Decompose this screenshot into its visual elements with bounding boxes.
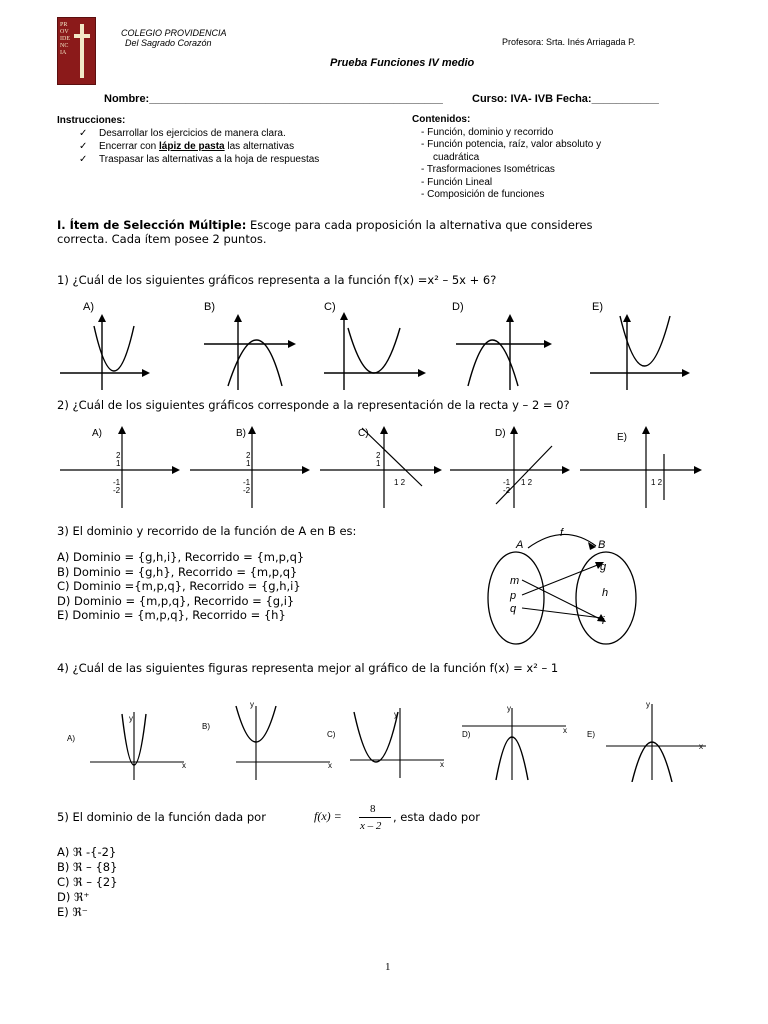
- q3-option-d[interactable]: D) Dominio = {m,p,q}, Recorrido = {g,i}: [57, 593, 295, 608]
- axis-x-label: x: [699, 742, 703, 751]
- tick-label: 1 2: [394, 478, 406, 487]
- q2-option-c[interactable]: C): [358, 428, 369, 439]
- tick-label: 2: [116, 451, 121, 460]
- q2-option-d[interactable]: D): [495, 428, 506, 439]
- school-subtitle: Del Sagrado Corazón: [125, 38, 212, 48]
- tick-label: 1 2: [651, 478, 663, 487]
- contents-item: - Composición de funciones: [421, 189, 545, 200]
- instruction-item: ✓ Desarrollar los ejercicios de manera clara.: [79, 128, 286, 139]
- axis-y-label: y: [646, 700, 650, 709]
- tick-label: -2: [503, 486, 511, 495]
- q4-option-c[interactable]: C): [327, 730, 336, 739]
- teacher-name: Profesora: Srta. Inés Arriagada P.: [502, 37, 636, 47]
- tick-label: 1 2: [521, 478, 533, 487]
- test-title: Prueba Funciones IV medio: [330, 57, 475, 69]
- elem-p: p: [510, 590, 517, 602]
- question-1: 1) ¿Cuál de los siguientes gráficos representa a la función f(x) =x² – 5x + 6?: [57, 273, 497, 287]
- elem-g: g: [600, 561, 607, 573]
- q3-option-c[interactable]: C) Dominio ={m,p,q}, Recorrido = {g,h,i}: [57, 579, 301, 593]
- q1-option-d[interactable]: D): [452, 301, 464, 313]
- fraction-denominator: x – 2: [360, 820, 382, 832]
- fraction-numerator: 8: [370, 803, 376, 815]
- elem-m: m: [510, 575, 520, 587]
- tick-label: -2: [113, 486, 121, 495]
- q4-graphs: [60, 700, 714, 782]
- page-number: 1: [385, 961, 391, 973]
- checkmark-icon: ✓: [79, 154, 88, 165]
- axis-x-label: x: [328, 761, 332, 770]
- q4-option-a[interactable]: A): [67, 734, 75, 743]
- contents-title: Contenidos:: [412, 114, 471, 125]
- q1-option-e[interactable]: E): [592, 301, 603, 313]
- question-5: 5) El dominio de la función dada por f(x) = 8 x – 2 , esta dado por: [57, 803, 480, 832]
- q4-option-b[interactable]: B): [202, 722, 210, 731]
- section-heading: I. Ítem de Selección Múltiple:: [57, 218, 247, 232]
- checkmark-icon: ✓: [79, 141, 88, 152]
- set-b-label: B: [598, 539, 606, 551]
- function-label: f: [560, 528, 564, 539]
- q3-options: [57, 550, 304, 623]
- tick-label: 1: [376, 459, 381, 468]
- function-expression: f(x) =: [314, 809, 342, 823]
- name-field: Nombre:________________________________________________: [104, 93, 443, 105]
- tick-label: 2: [246, 451, 251, 460]
- logo-text: PROVIDENCIA: [60, 22, 70, 56]
- q3-arrow-diagram: [486, 528, 642, 648]
- q5-option-a[interactable]: A) ℜ -{-2}: [57, 845, 117, 859]
- school-name: COLEGIO PROVIDENCIA: [121, 28, 227, 38]
- q5-option-c[interactable]: C) ℜ – {2}: [57, 875, 118, 889]
- q3-option-b[interactable]: B) Dominio = {g,h}, Recorrido = {m,p,q}: [57, 564, 298, 579]
- axis-y-label: y: [250, 700, 254, 709]
- question-2: 2) ¿Cuál de los siguientes gráficos corresponde a la representación de la recta y – 2 = 0?: [57, 398, 570, 412]
- q5-option-b[interactable]: B) ℜ – {8}: [57, 860, 118, 874]
- q1-option-a[interactable]: A): [83, 301, 94, 313]
- axis-y-label: y: [507, 704, 511, 713]
- instruction-item: ✓ Traspasar las alternativas a la hoja de respuestas: [79, 154, 320, 165]
- q2-option-a[interactable]: A): [92, 428, 102, 439]
- q1-option-c[interactable]: C): [324, 301, 336, 313]
- q1-option-b[interactable]: B): [204, 301, 215, 313]
- tick-label: -1: [243, 478, 251, 487]
- contents-item: - Función potencia, raíz, valor absoluto y: [421, 139, 602, 150]
- q5-options: [57, 845, 118, 920]
- instructions-block: [57, 114, 397, 166]
- contents-block: [412, 114, 672, 202]
- elem-i: i: [602, 615, 605, 627]
- q3-option-a[interactable]: A) Dominio = {g,h,i}, Recorrido = {m,p,q}: [57, 550, 305, 564]
- axis-x-label: x: [440, 760, 444, 769]
- contents-item: cuadrática: [433, 151, 480, 163]
- axis-y-label: y: [394, 710, 398, 719]
- question-3: 3) El dominio y recorrido de la función de A en B es:: [57, 524, 357, 538]
- q3-option-e[interactable]: E) Dominio = {m,p,q}, Recorrido = {h}: [57, 608, 286, 622]
- elem-q: q: [510, 603, 517, 615]
- course-date-field: Curso: IVA- IVB Fecha:___________: [472, 93, 659, 105]
- tick-label: -1: [503, 478, 511, 487]
- q1-graphs: [60, 298, 700, 393]
- tick-label: 1: [246, 459, 251, 468]
- checkmark-icon: ✓: [79, 128, 88, 139]
- instructions-title: Instrucciones:: [57, 115, 126, 126]
- q4-option-d[interactable]: D): [462, 730, 471, 739]
- tick-label: 2: [376, 451, 381, 460]
- fraction-bar: [359, 817, 391, 818]
- contents-item: - Función Lineal: [421, 176, 493, 188]
- axis-x-label: x: [182, 761, 186, 770]
- q2-graphs: [58, 424, 708, 514]
- instruction-item: ✓ Encerrar con lápiz de pasta las alternativas: [79, 141, 295, 152]
- tick-label: -1: [113, 478, 121, 487]
- axis-y-label: y: [129, 714, 133, 723]
- tick-label: 1: [116, 459, 121, 468]
- q2-option-e[interactable]: E): [617, 432, 627, 443]
- section-intro: I. Ítem de Selección Múltiple: Escoge para cada proposición la alternativa que consideres correcta. Cada ítem posee 2 puntos.: [57, 218, 593, 246]
- contents-item: - Trasformaciones Isométricas: [421, 164, 555, 175]
- q5-option-e[interactable]: E) ℜ⁻: [57, 905, 88, 919]
- school-logo: [57, 17, 96, 85]
- q4-option-e[interactable]: E): [587, 730, 595, 739]
- tick-label: -2: [243, 486, 251, 495]
- q2-option-b[interactable]: B): [236, 428, 246, 439]
- axis-x-label: x: [563, 726, 567, 735]
- question-4: 4) ¿Cuál de las siguientes figuras representa mejor al gráfico de la función f(x) = x² – 1: [57, 661, 559, 675]
- set-a-label: A: [516, 539, 524, 551]
- elem-h: h: [602, 587, 609, 599]
- q5-option-d[interactable]: D) ℜ⁺: [57, 890, 90, 904]
- contents-item: - Función, dominio y recorrido: [421, 126, 554, 138]
